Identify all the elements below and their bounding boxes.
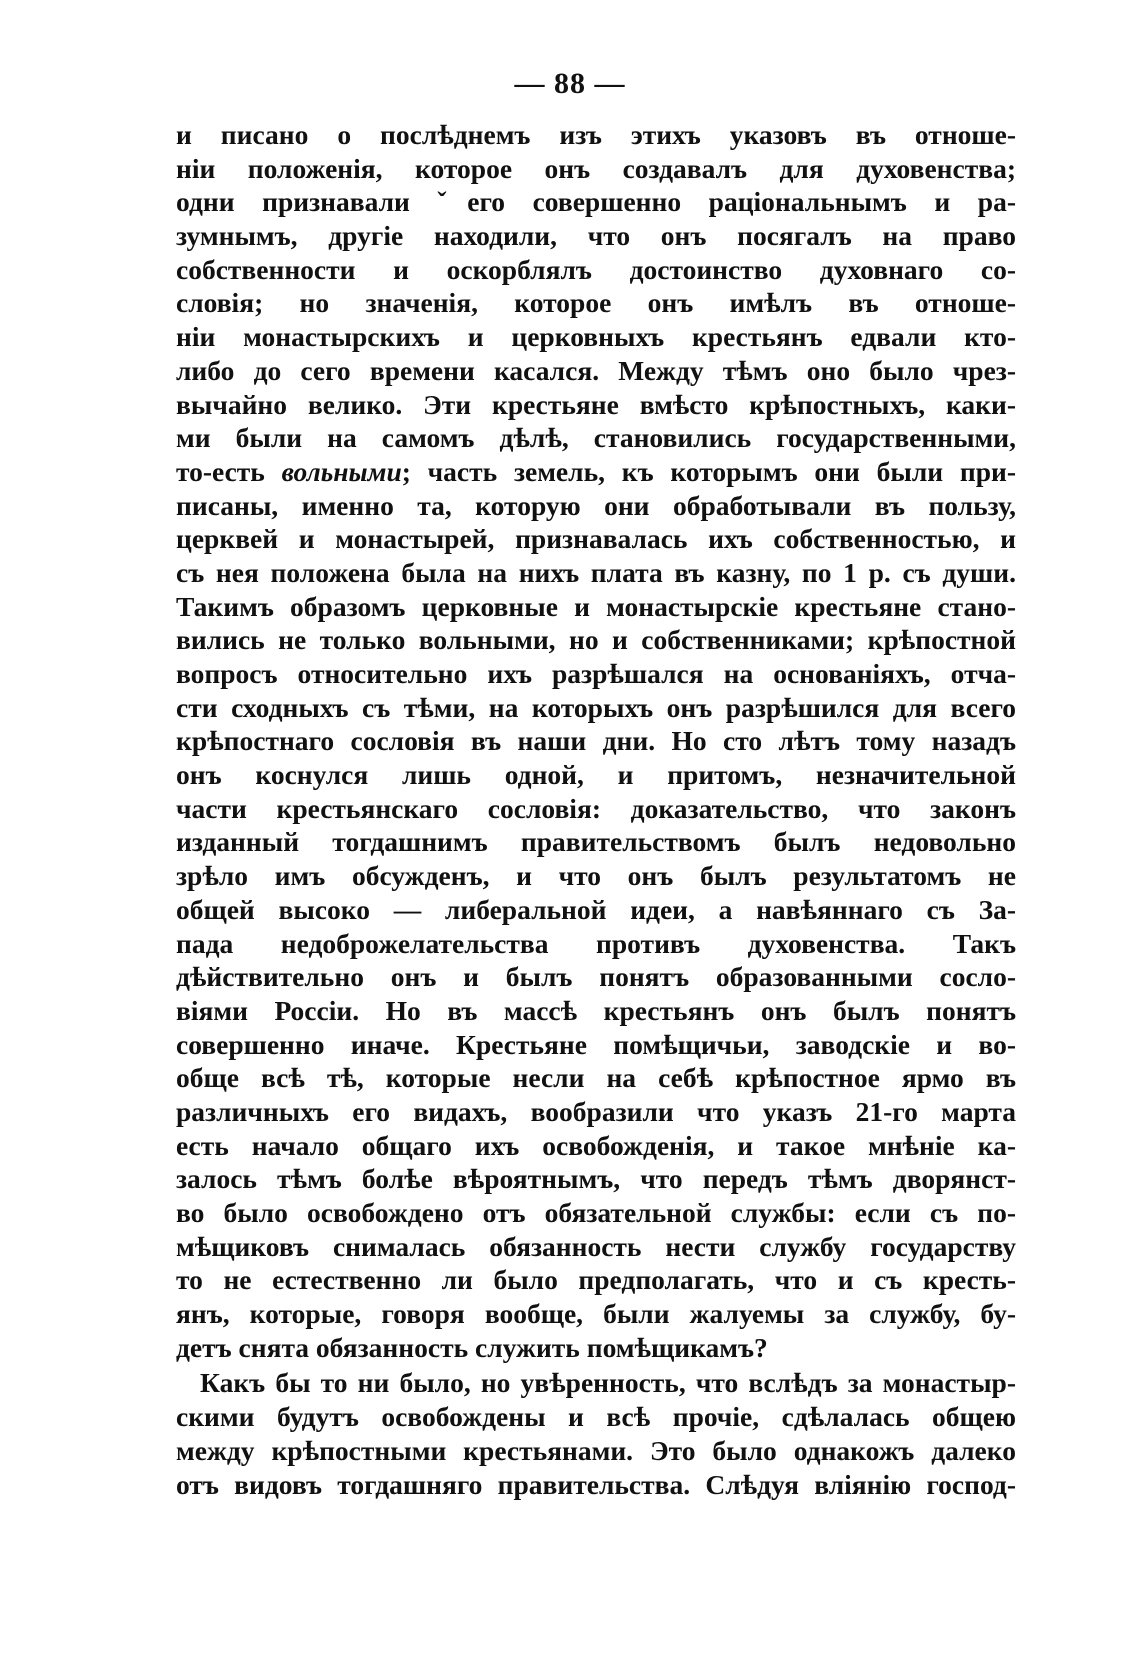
text-line: части крестьянскаго сословія: доказательство, что законъ bbox=[176, 792, 1016, 824]
text-line: сти сходныхъ съ тѣми, на которыхъ онъ разрѣшился для всего bbox=[176, 691, 1016, 723]
text-line: отъ видовъ тогдашняго правительства. Слѣдуя вліянію господ- bbox=[176, 1468, 1016, 1500]
paragraph-2 bbox=[176, 1366, 1016, 1501]
italic-word: вольными bbox=[281, 455, 402, 487]
text-line-with-italic bbox=[176, 455, 1016, 489]
text-line: зрѣло имъ обсужденъ, и что онъ былъ результатомъ не bbox=[176, 860, 1016, 892]
text-line: Такимъ образомъ церковные и монастырскіе крестьяне стано- bbox=[176, 590, 1016, 622]
text-line: Какъ бы то ни было, но увѣренность, что вслѣдъ за монастыр- bbox=[200, 1367, 1016, 1399]
text-line: детъ снята обязанность служить помѣщикамъ? bbox=[176, 1331, 768, 1363]
text-line: ми были на самомъ дѣлѣ, становились государственными, bbox=[176, 422, 1016, 454]
text-line: писаны, именно та, которую они обработывали въ пользу, bbox=[176, 489, 1016, 521]
paragraph-1 bbox=[176, 118, 1016, 1364]
text-line: крѣпостнаго сословія въ наши дни. Но сто лѣтъ тому назадъ bbox=[176, 725, 1016, 757]
text-line: то не естественно ли было предполагать, что и съ кресть- bbox=[176, 1264, 1016, 1296]
text-line: словія; но значенія, которое онъ имѣлъ въ отноше- bbox=[176, 287, 1016, 319]
text-line: зумнымъ, другіе находили, что онъ посягалъ на право bbox=[176, 220, 1016, 252]
text-line: вились не только вольными, но и собственниками; крѣпостной bbox=[176, 624, 1016, 656]
text-line: либо до сего времени касался. Между тѣмъ оно было чрез- bbox=[176, 354, 1016, 386]
text-line: собственности и оскорблялъ достоинство духовнаго со- bbox=[176, 253, 1016, 285]
text-line: ніи положенія, которое онъ создавалъ для духовенства; bbox=[176, 152, 1016, 184]
text-line: различныхъ его видахъ, вообразили что указъ 21-го марта bbox=[176, 1095, 1016, 1127]
text-segment: то-есть bbox=[176, 455, 282, 487]
text-line: янъ, которые, говоря вообще, были жалуемы за службу, бу- bbox=[176, 1298, 1016, 1330]
body-text bbox=[176, 118, 1016, 1501]
text-line: скими будутъ освобождены и всѣ прочіе, сдѣлалась общею bbox=[176, 1401, 1016, 1433]
text-line: изданный тогдашнимъ правительствомъ былъ недовольно bbox=[176, 826, 1016, 858]
text-line: вопросъ относительно ихъ разрѣшался на основаніяхъ, отча- bbox=[176, 658, 1016, 689]
text-line: ніи монастырскихъ и церковныхъ крестьянъ едвали кто- bbox=[176, 321, 1016, 353]
text-line: совершенно иначе. Крестьяне помѣщичьи, заводскіе и во- bbox=[176, 1028, 1016, 1060]
text-line: и писано о послѣднемъ изъ этихъ указовъ въ отноше- bbox=[176, 119, 1016, 150]
text-line: съ нея положена была на нихъ плата въ казну, по 1 р. съ души. bbox=[176, 556, 1016, 588]
text-line: между крѣпостными крестьянами. Это было однакожъ далеко bbox=[176, 1434, 1016, 1466]
page-number: — 88 — bbox=[514, 67, 626, 100]
text-line: вычайно велико. Эти крестьяне вмѣсто крѣпостныхъ, каки- bbox=[176, 388, 1016, 420]
text-line: одни признавали ˇего совершенно раціональнымъ и ра- bbox=[176, 186, 1016, 218]
text-segment: ; часть земель, къ которымъ они были при- bbox=[401, 455, 1016, 487]
text-line: дѣйствительно онъ и былъ понятъ образованными сосло- bbox=[176, 961, 1016, 993]
text-line: обще всѣ тѣ, которые несли на себѣ крѣпостное ярмо въ bbox=[176, 1062, 1016, 1094]
text-line: онъ коснулся лишь одной, и притомъ, незначительной bbox=[176, 759, 1016, 791]
text-line: залось тѣмъ болѣе вѣроятнымъ, что передъ тѣмъ дворянст- bbox=[176, 1163, 1016, 1195]
text-line: віями Россіи. Но въ массѣ крестьянъ онъ былъ понятъ bbox=[176, 994, 1016, 1026]
text-line: во было освобождено отъ обязательной службы: если съ по- bbox=[176, 1197, 1016, 1228]
text-line: мѣщиковъ снималась обязанность нести службу государству bbox=[176, 1230, 1016, 1262]
text-line: пада недоброжелательства противъ духовенства. Такъ bbox=[176, 927, 1016, 959]
text-line: есть начало общаго ихъ освобожденія, и такое мнѣніе ка- bbox=[176, 1129, 1016, 1161]
text-line: общей высоко — либеральной идеи, а навѣяннаго съ За- bbox=[176, 893, 1016, 925]
text-line: церквей и монастырей, признавалась ихъ собственностью, и bbox=[176, 523, 1016, 555]
